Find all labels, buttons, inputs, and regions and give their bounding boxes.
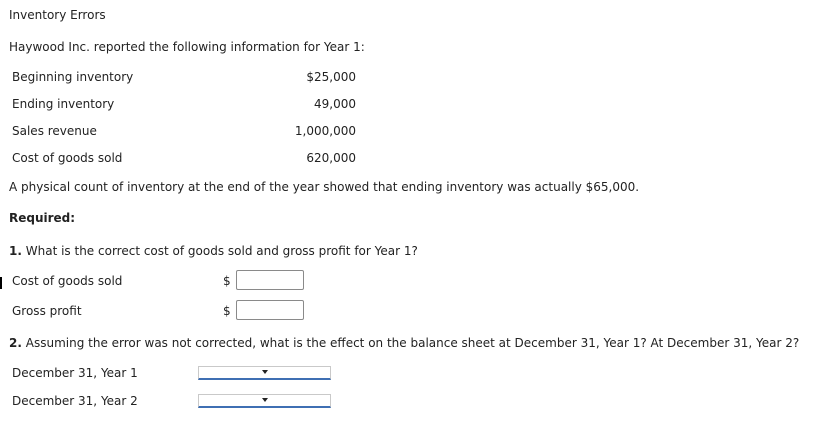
question-2-number: 2. — [9, 336, 22, 350]
q1-currency-cost-of-goods-sold: $ — [223, 274, 231, 288]
q1-label-cost-of-goods-sold: Cost of goods sold — [12, 274, 123, 288]
question-2-text: Assuming the error was not corrected, what is the effect on the balance sheet at December 31, Year 1? At December 31, Year 2? — [25, 336, 800, 350]
info-label-sales-revenue: Sales revenue — [12, 124, 97, 138]
info-value-ending-inventory: 49,000 — [314, 97, 356, 111]
dec31-year2-dropdown[interactable] — [198, 394, 331, 408]
dec31-year1-dropdown[interactable] — [198, 366, 331, 380]
question-1 — [9, 244, 418, 258]
chevron-down-icon — [262, 370, 268, 374]
q2-label-dec31-year2: December 31, Year 2 — [12, 394, 138, 408]
chevron-down-icon — [262, 398, 268, 402]
q2-label-dec31-year1: December 31, Year 1 — [12, 366, 138, 380]
info-label-ending-inventory: Ending inventory — [12, 97, 115, 111]
q1-label-gross-profit: Gross profit — [12, 304, 82, 318]
required-heading: Required: — [9, 211, 76, 225]
focus-marker — [0, 277, 2, 289]
physical-count-note: A physical count of inventory at the end of the year showed that ending inventory was actually $65,000. — [9, 180, 640, 194]
info-label-cost-of-goods-sold: Cost of goods sold — [12, 151, 123, 165]
info-value-sales-revenue: 1,000,000 — [294, 124, 356, 138]
intro-text: Haywood Inc. reported the following information for Year 1: — [9, 40, 365, 54]
q1-currency-gross-profit: $ — [223, 304, 231, 318]
question-1-text: What is the correct cost of goods sold and gross profit for Year 1? — [25, 244, 418, 258]
info-label-beginning-inventory: Beginning inventory — [12, 70, 134, 84]
info-value-cost-of-goods-sold: 620,000 — [306, 151, 356, 165]
question-2 — [9, 336, 799, 350]
cost-of-goods-sold-input[interactable] — [236, 270, 304, 290]
page-title: Inventory Errors — [9, 8, 106, 22]
question-1-number: 1. — [9, 244, 22, 258]
gross-profit-input[interactable] — [236, 300, 304, 320]
info-value-beginning-inventory: $25,000 — [306, 70, 356, 84]
